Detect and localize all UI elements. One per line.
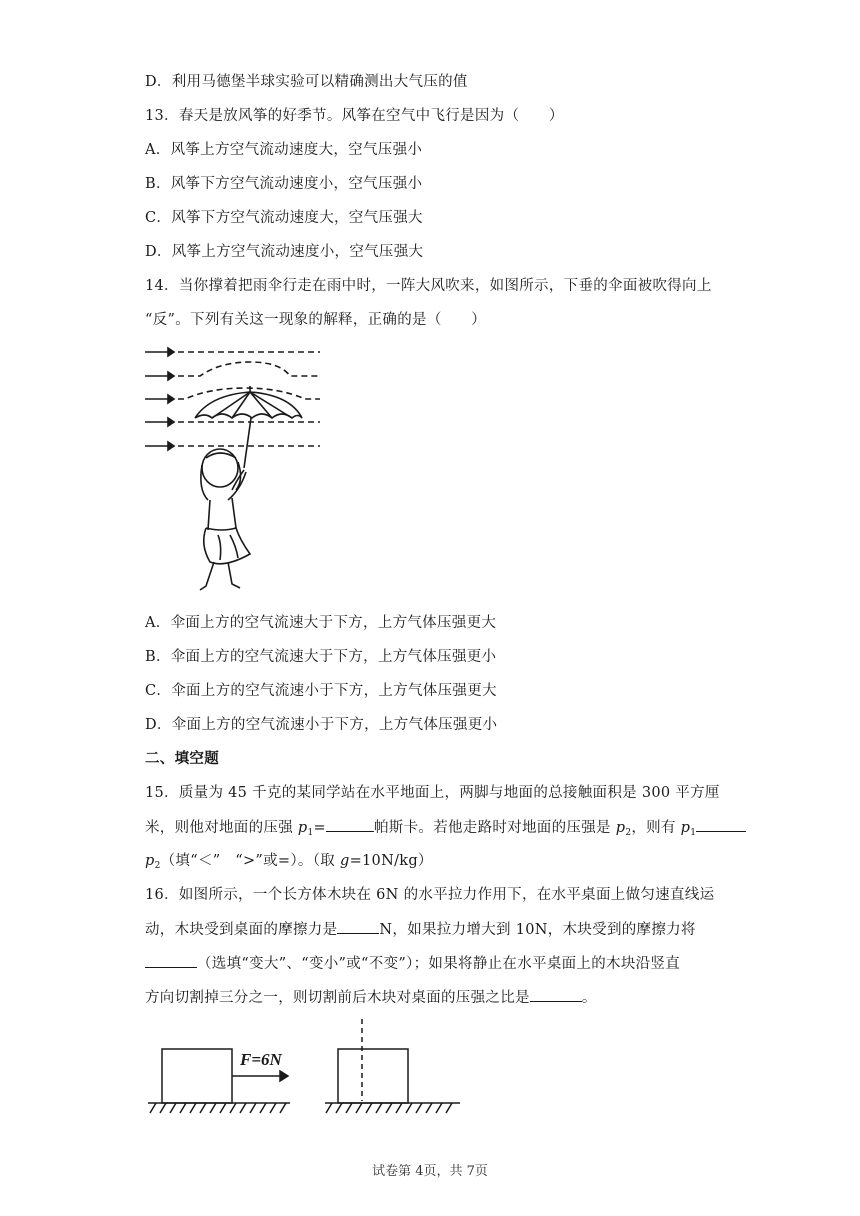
- q13-option-a: A．风筝上方空气流动速度大，空气压强小: [145, 142, 423, 158]
- ground-hatch-right: [326, 1103, 452, 1113]
- q16-blank-2[interactable]: [145, 953, 197, 968]
- q15-line3: $p_2$（填“＜” “>”或=）。（取 g=10N/kg）: [145, 853, 433, 871]
- q12-option-d: D．利用马德堡半球实验可以精确测出大气压的值: [145, 74, 468, 90]
- umbrella-figure: [140, 340, 330, 600]
- q15-line1: 15．质量为 45 千克的某同学站在水平地面上，两脚与地面的总接触面积是 300 平方厘: [145, 785, 720, 801]
- q14-option-b: B．伞面上方的空气流速大于下方，上方气体压强更小: [145, 649, 497, 665]
- q16-line2: 动，木块受到桌面的摩擦力是 N，如果拉力增大到 10N，木块受到的摩擦力将: [145, 919, 696, 940]
- q14-option-c: C．伞面上方的空气流速小于下方，上方气体压强更大: [145, 683, 497, 699]
- q13-option-d: D．风筝上方空气流动速度小，空气压强大: [145, 244, 424, 260]
- q14-option-a: A．伞面上方的空气流速大于下方，上方气体压强更大: [145, 615, 497, 631]
- q14-option-d: D．伞面上方的空气流速小于下方，上方气体压强更小: [145, 717, 498, 733]
- wind-arrow-icon: [145, 348, 174, 450]
- q16-blank-1[interactable]: [337, 919, 379, 934]
- page-footer: 试卷第 4页，共 7页: [372, 1164, 488, 1179]
- q15-blank-1[interactable]: [326, 817, 374, 832]
- q16-blank-3[interactable]: [530, 987, 582, 1002]
- section-title: 二、填空题: [145, 751, 219, 767]
- q15-line2: 米，则他对地面的压强 $p_1=$ 帕斯卡。若他走路时对地面的压强是 $p_2$，则有 $p_1$: [145, 817, 746, 843]
- force-label: F=6N: [240, 1050, 282, 1069]
- block-figures: [140, 1015, 470, 1115]
- q13-option-c: C．风筝下方空气流动速度大，空气压强大: [145, 210, 423, 226]
- q16-line3: （选填“变大”、“变小”或“不变”）；如果将静止在水平桌面上的木块沿竖直: [145, 953, 680, 974]
- q14-stem-line2: “反”。下列有关这一现象的解释，正确的是（ ）: [145, 312, 487, 328]
- q16-line1: 16．如图所示，一个长方体木块在 6N 的水平拉力作用下，在水平桌面上做匀速直线运: [145, 887, 715, 903]
- q13-option-b: B．风筝下方空气流动速度小，空气压强小: [145, 176, 423, 192]
- q16-line4: 方向切割掉三分之一，则切割前后木块对桌面的压强之比是 。: [145, 987, 597, 1008]
- q15-blank-2[interactable]: [696, 817, 746, 832]
- q14-stem-line1: 14．当你撑着把雨伞行走在雨中时，一阵大风吹来，如图所示，下垂的伞面被吹得向上: [145, 278, 712, 294]
- q13-stem: 13．春天是放风筝的好季节。风筝在空气中飞行是因为（ ）: [145, 108, 564, 124]
- ground-hatch-left: [150, 1103, 286, 1113]
